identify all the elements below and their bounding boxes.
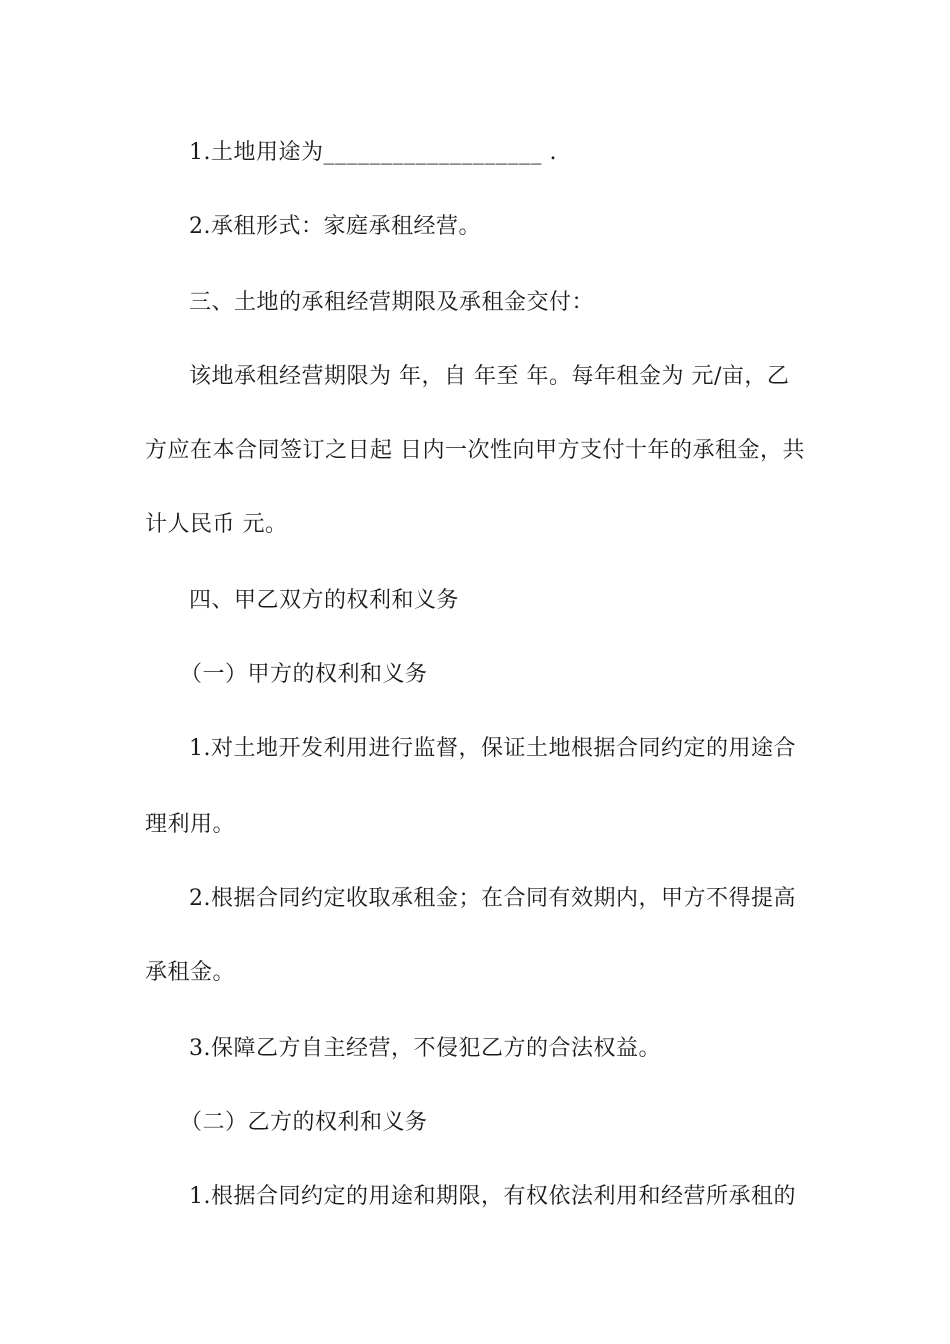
party-a-item-2-line-1: 2.根据合同约定收取承租金；在合同有效期内，甲方不得提高: [189, 886, 796, 911]
party-a-item-1-line-1: 1.对土地开发利用进行监督，保证土地根据合同约定的用途合: [189, 736, 796, 761]
party-a-item-2-line-2: 承租金。: [145, 960, 236, 985]
clause-land-use: 1.土地用途为___________________ .: [189, 140, 557, 165]
subsection-heading-party-b: （二）乙方的权利和义务: [180, 1110, 428, 1135]
section-heading-term: 三、土地的承租经营期限及承租金交付：: [189, 290, 595, 315]
paragraph-term-line-3: 计人民币 元。: [145, 512, 288, 537]
clause-lease-form: 2.承租形式：家庭承租经营。: [189, 214, 481, 239]
paragraph-term-line-2: 方应在本合同签订之日起 日内一次性向甲方支付十年的承租金，共: [145, 438, 805, 463]
party-a-item-1-line-2: 理利用。: [145, 812, 236, 837]
party-b-item-1-line-1: 1.根据合同约定的用途和期限，有权依法利用和经营所承租的: [189, 1184, 796, 1209]
section-heading-rights: 四、甲乙双方的权利和义务: [189, 588, 460, 613]
subsection-heading-party-a: （一）甲方的权利和义务: [180, 662, 428, 687]
party-a-item-3: 3.保障乙方自主经营，不侵犯乙方的合法权益。: [189, 1036, 661, 1061]
paragraph-term-line-1: 该地承租经营期限为 年，自 年至 年。每年租金为 元/亩，乙: [189, 364, 790, 389]
